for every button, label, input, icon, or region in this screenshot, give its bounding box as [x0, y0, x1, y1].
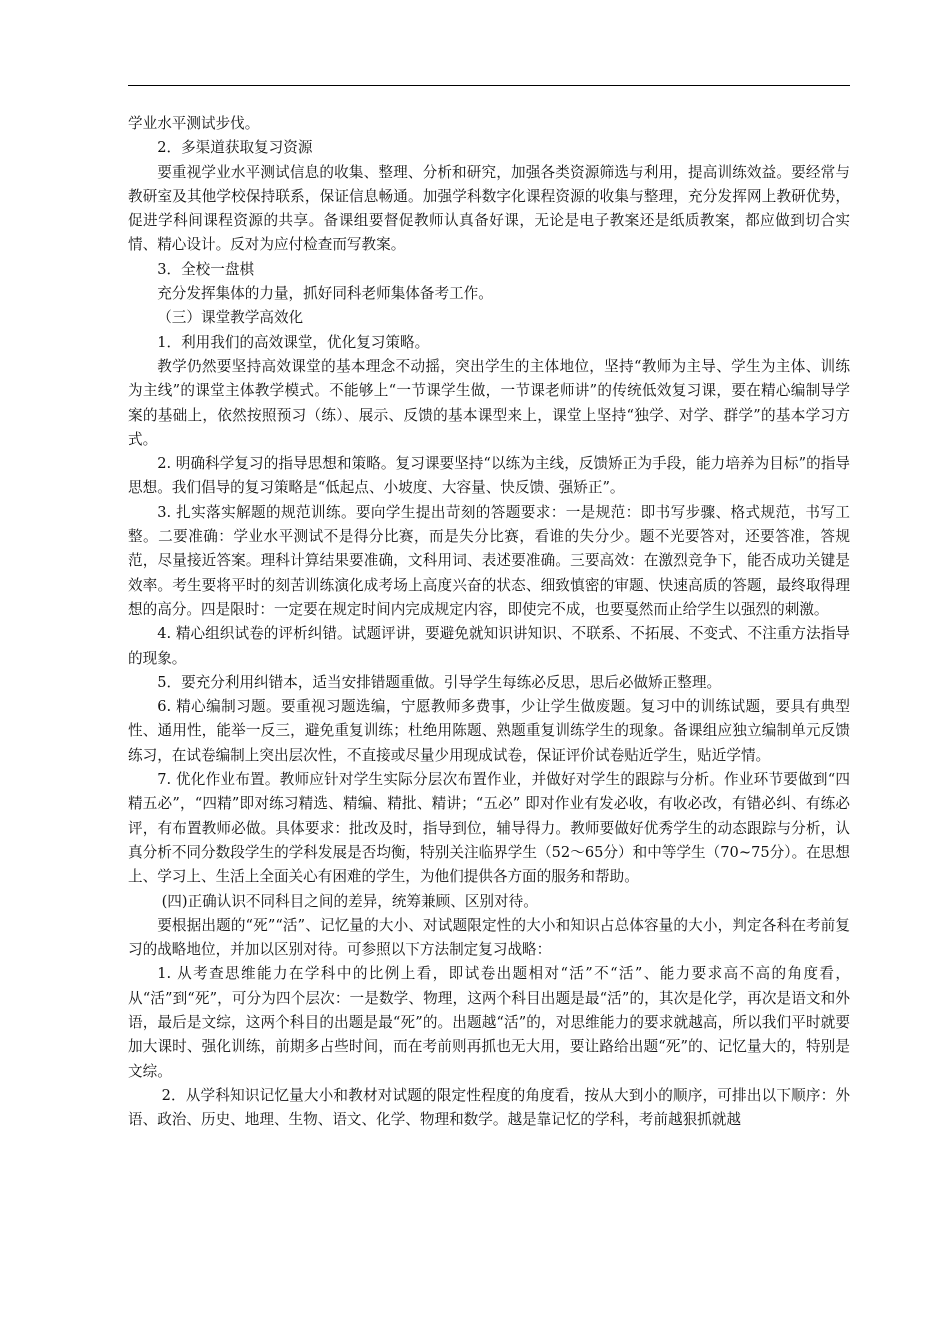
header-rule: [128, 85, 850, 86]
paragraph: 2．多渠道获取复习资源: [157, 139, 313, 157]
paragraph: 5．要充分利用纠错本，适当安排错题重做。引导学生每练必反思，思后必做矫正整理。: [157, 673, 722, 691]
paragraph: 1．利用我们的高效课堂，优化复习策略。: [157, 333, 430, 351]
paragraph: 4. 精心组织试卷的评析纠错。试题评讲，要避免就知识讲知识、不联系、不拓展、不变式、不注重方法指导的现象。: [128, 625, 850, 667]
paragraph: （三）课堂教学高效化: [157, 309, 304, 327]
paragraph: 要根据出题的“死”“活”、记忆量的大小、对试题限定性的大小和知识占总体容量的大小，判定各科在考前复习的战略地位，并加以区别对待。可参照以下方法制定复习战略：: [128, 916, 850, 959]
paragraph: 6. 精心编制习题。要重视习题选编，宁愿教师多费事，少让学生做废题。复习中的训练试题，要具有典型性、通用性，能举一反三，避免重复训练；杜绝用陈题、熟题重复训练学生的现象。备课组应独立编制单元反馈练习，在试卷编制上突出层次性，不直接或尽量少用现成试卷，保证评价试卷贴近学生，贴近学情。: [128, 698, 850, 764]
document-body: [128, 112, 850, 1132]
paragraph: 2. 明确科学复习的指导思想和策略。复习课要坚持“以练为主线，反馈矫正为手段，能力培养为目标”的指导思想。我们倡导的复习策略是“低起点、小坡度、大容量、快反馈、强矫正”。: [128, 455, 850, 497]
paragraph: (四)正确认识不同科目之间的差异，统筹兼顾、区别对待。: [161, 892, 538, 910]
paragraph: 7. 优化作业布置。教师应针对学生实际分层次布置作业，并做好对学生的跟踪与分析。作业环节要做到“四精五必”，“四精”即对练习精选、精编、精批、精讲；“五必” 即对作业有发必收，有收必改，有错必纠、有练必评，有布置教师必做。具体要求：批改及时，指导到位，辅导得力。教师要做好优秀学生的动态跟踪与分析，认真分析不同分数段学生的学科发展是否均衡，特别关注临界学生（52～65分）和中等学生（70~75分）。在思想上、学习上、生活上全面关心有困难的学生，为他们提供各方面的服务和帮助。: [128, 771, 850, 886]
paragraph: 教学仍然要坚持高效课堂的基本理念不动摇，突出学生的主体地位，坚持“教师为主导、学生为主体、训练为主线”的课堂主体教学模式。不能够上“一节课学生做，一节课老师讲”的传统低效复习课，要在精心编制导学案的基础上，依然按照预习（练）、展示、反馈的基本课型来上，课堂上坚持“独学、对学、群学”的基本学习方式。: [128, 357, 850, 448]
paragraph: 2．从学科知识记忆量大小和教材对试题的限定性程度的角度看，按从大到小的顺序，可排出以下顺序：外语、政治、历史、地理、生物、语文、化学、物理和数学。越是靠记忆的学科，考前越狠抓就越: [128, 1086, 850, 1129]
paragraph: 要重视学业水平测试信息的收集、整理、分析和研究，加强各类资源筛选与利用，提高训练效益。要经常与教研室及其他学校保持联系，保证信息畅通。加强学科数字化课程资源的收集与整理，充分发挥网上教研优势，促进学科间课程资源的共享。备课组要督促教师认真备好课，无论是电子教案还是纸质教案，都应做到切合实情、精心设计。反对为应付检查而写教案。: [128, 163, 850, 254]
paragraph: 3. 扎实落实解题的规范训练。要向学生提出苛刻的答题要求：一是规范：即书写步骤、格式规范，书写工整。二要准确：学业水平测试不是得分比赛，而是失分比赛，看谁的失分少。题不光要答对，还要答准，答规范，尽量接近答案。理科计算结果要准确，文科用词、表述要准确。三要高效：在激烈竞争下，能否成功关键是效率。考生要将平时的刻苦训练演化成考场上高度兴奋的状态、细致慎密的审题、快速高质的答题，最终取得理想的高分。四是限时：一定要在规定时间内完成规定内容，即使完不成，也要戛然而止给学生以强烈的刺激。: [128, 503, 850, 618]
paragraph: 学业水平测试步伐。: [128, 115, 260, 132]
paragraph: 充分发挥集体的力量，抓好同科老师集体备考工作。: [157, 285, 493, 303]
paragraph: 3．全校一盘棋: [157, 260, 255, 278]
paragraph: 1. 从考查思维能力在学科中的比例上看，即试卷出题相对“活”不“活”、能力要求高不高的角度看，从“活”到“死”，可分为四个层次：一是数学、物理，这两个科目出题是最“活”的，其次是化学，再次是语文和外语，最后是文综，这两个科目的出题是最“死”的。出题越“活”的，对思维能力的要求就越高，所以我们平时就要加大课时、强化训练，前期多占些时间，而在考前则再抓也无大用，要让路给出题“死”的、记忆量大的，特别是文综。: [128, 965, 850, 1080]
